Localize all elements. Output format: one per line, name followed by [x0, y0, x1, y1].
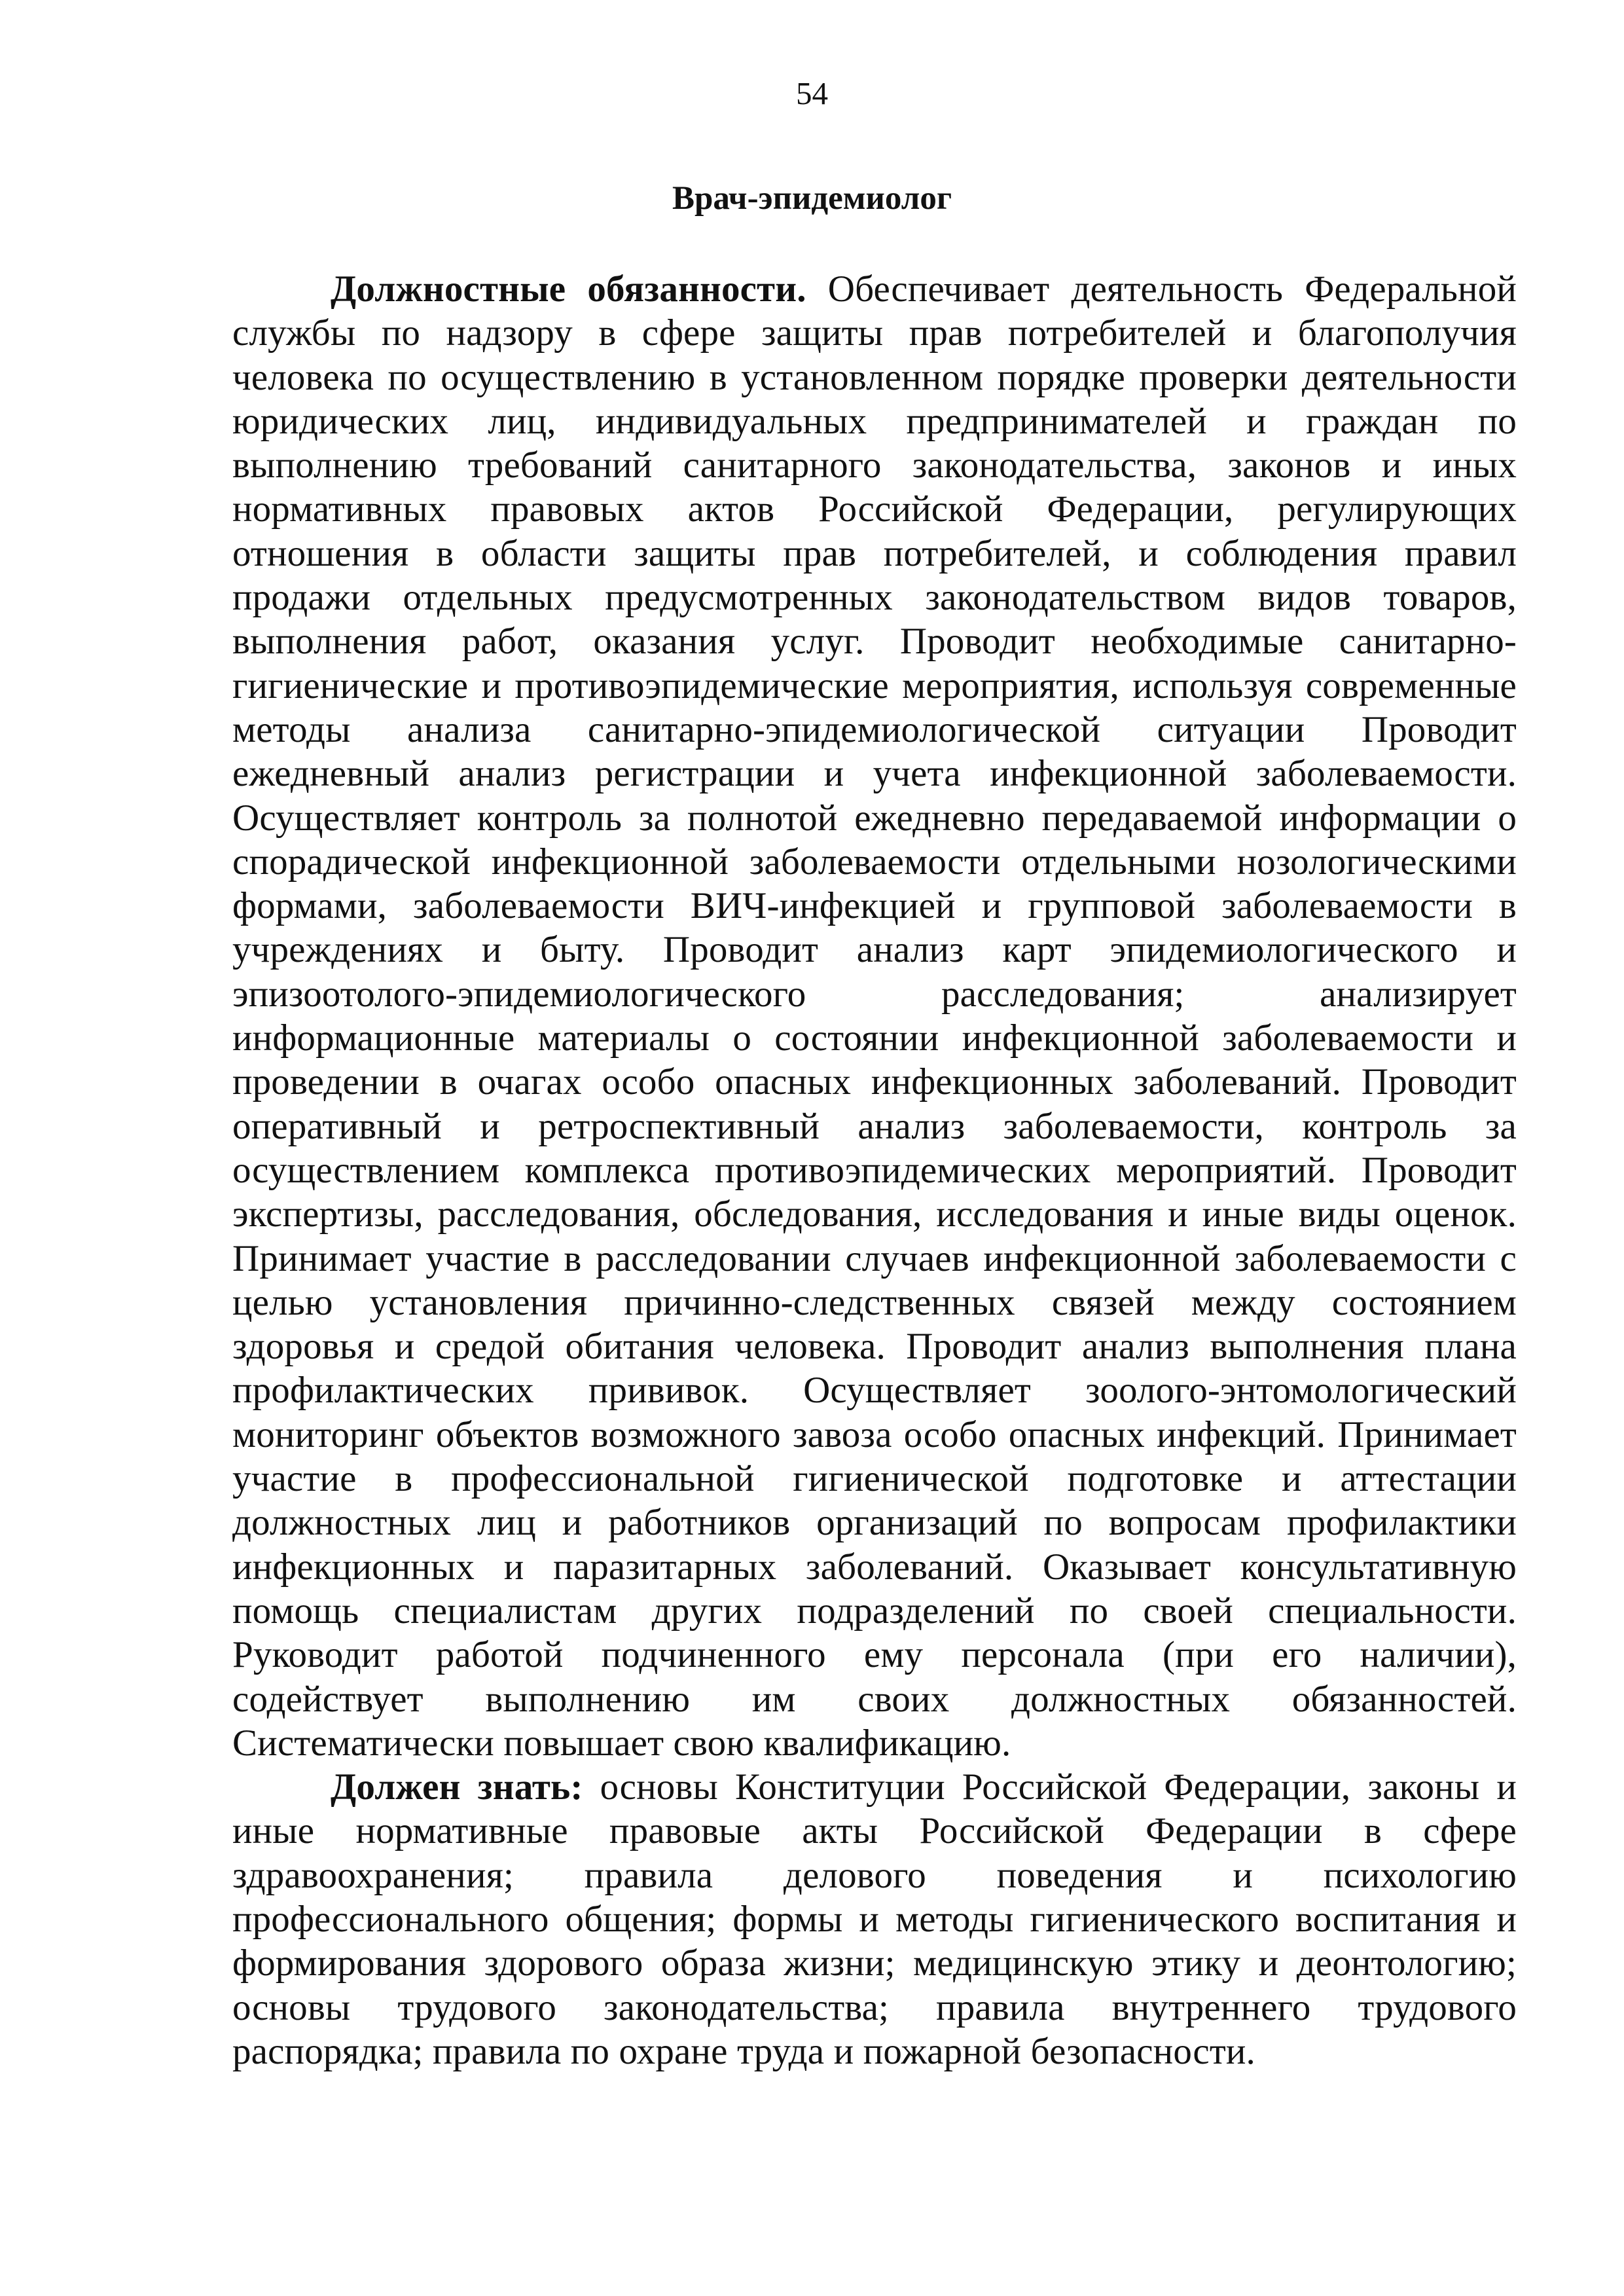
duties-text: Обеспечивает деятельность Федеральной службы по надзору в сфере защиты прав потребителей и благополучия человека по осуществлению в установленном порядке проверки деятельности юридических лиц, индивидуальных предпринимателей и граждан по выполнению требований санитарного законодательства, законов и иных нормативных правовых актов Российской Федерации, регулирующих отношения в области защиты прав потребителей, и соблюдения правил продажи отдельных предусмотренных законодательством видов товаров, выполнения работ, оказания услуг. Проводит необходимые санитарно-гигиенические и противоэпидемические мероприятия, используя современные методы анализа санитарно-эпидемиологической ситуации Проводит ежедневный анализ регистрации и учета инфекционной заболеваемости. Осуществляет контроль за полнотой ежедневно передаваемой информации о спорадической инфекционной заболеваемости отдельными нозологическими формами, заболеваемости ВИЧ-инфекцией и групповой заболеваемости в учреждениях и быту. Проводит анализ карт эпидемиологического и эпизоотолого-эпидемиологического расследования; анализирует информационные материалы о состоянии инфекционной заболеваемости и проведении в очагах особо опасных инфекционных заболеваний. Проводит оперативный и ретроспективный анализ заболеваемости, контроль за осуществлением комплекса противоэпидемических мероприятий. Проводит экспертизы, расследования, обследования, исследования и иные виды оценок. Принимает участие в расследовании случаев инфекционной заболеваемости с целью установления причинно-следственных связей между состоянием здоровья и средой обитания человека. Проводит анализ выполнения плана профилактических прививок. Осуществляет зоолого-энтомологический мониторинг объектов возможного завоза особо опасных инфекций. Принимает участие в профессиональной гигиенической подготовке и аттестации должностных лиц и работников организаций по вопросам профилактики инфекционных и паразитарных заболеваний. Оказывает консультативную помощь специалистам других подразделений по своей специальности. Руководит работой подчиненного ему персонала (при его наличии), содействует выполнению им своих должностных обязанностей. Систематически повышает свою квалификацию.	[232, 268, 1517, 1764]
document-body	[232, 267, 1517, 2073]
duties-heading: Должностные обязанности.	[331, 268, 806, 310]
knowledge-heading: Должен знать:	[331, 1766, 583, 1808]
page-title: Врач-эпидемиолог	[672, 180, 952, 217]
knowledge-paragraph	[232, 1765, 1517, 2073]
knowledge-text: основы Конституции Российской Федерации, законы и иные нормативные правовые акты Российской Федерации в сфере здравоохранения; правила делового поведения и психологию профессионального общения; формы и методы гигиенического воспитания и формирования здорового образа жизни; медицинскую этику и деонтологию; основы трудового законодательства; правила внутреннего трудового распорядка; правила по охране труда и пожарной безопасности.	[232, 1766, 1517, 2072]
duties-paragraph	[232, 267, 1517, 1765]
page-number: 54	[796, 75, 828, 111]
